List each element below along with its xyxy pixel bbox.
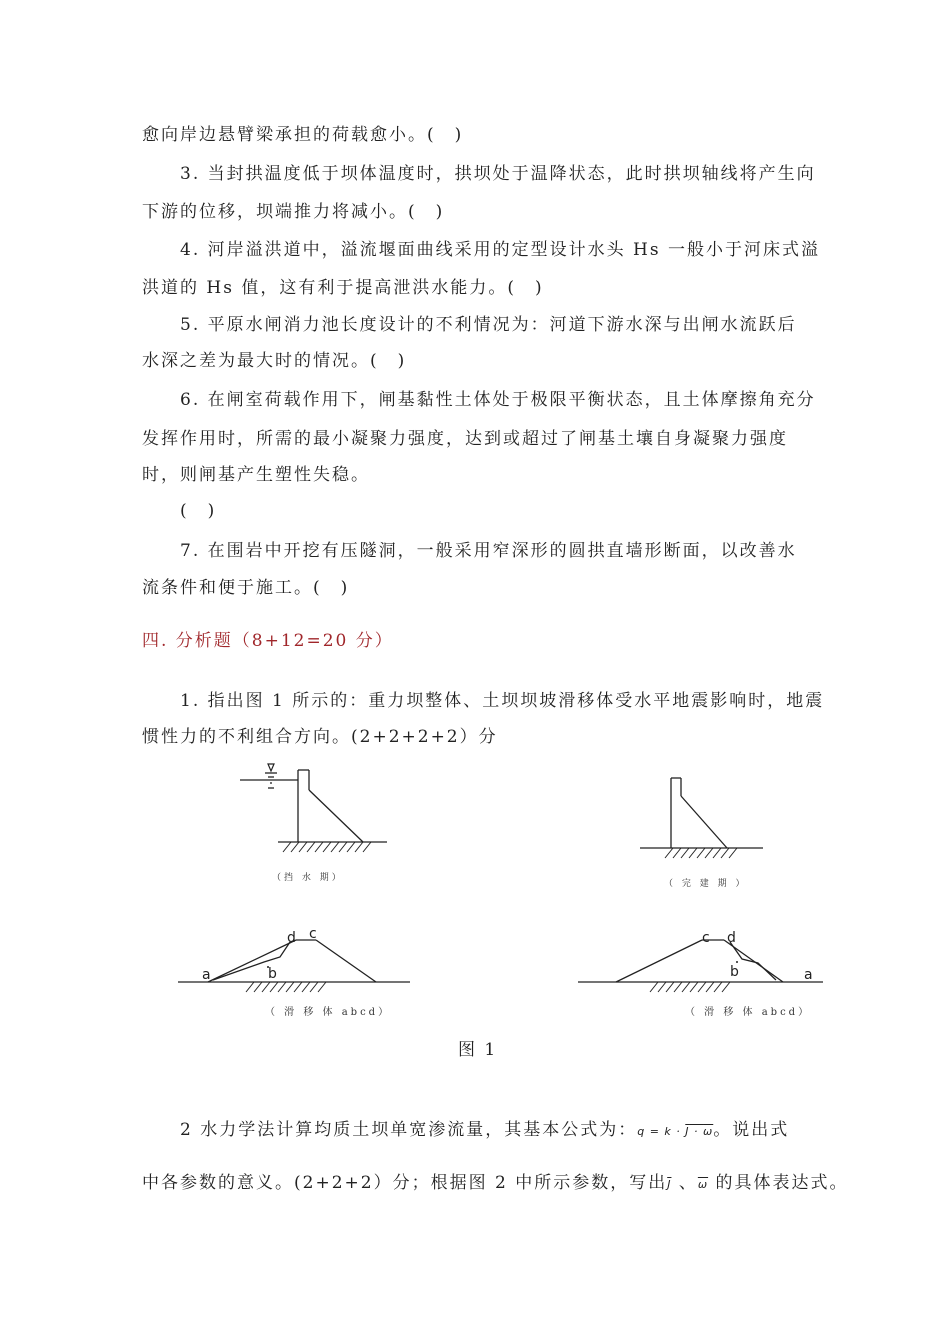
earth-dam-sliding-body-left-diagram xyxy=(178,925,418,995)
point-d-label: d xyxy=(727,930,736,946)
earth-dam-sliding-body-right-diagram xyxy=(578,925,828,995)
question-3-line-1: 3. 当封拱温度低于坝体温度时，拱坝处于温降状态，此时拱坝轴线将产生向 xyxy=(180,164,816,184)
formula-j-bar xyxy=(685,1125,713,1138)
q2-line-2-text: 中各参数的意义。(2+2+2）分；根据图 2 中所示参数，写出 xyxy=(142,1173,668,1193)
symbol-separator: 、 xyxy=(671,1173,698,1193)
question-6-line-1: 6. 在闸室荷载作用下，闸基黏性土体处于极限平衡状态，且土体摩擦角充分 xyxy=(180,390,816,410)
caption-completion-period: （ 完 建 期 ） xyxy=(664,879,748,889)
formula-omega: ω xyxy=(703,1125,714,1138)
gravity-dam-retaining-diagram xyxy=(235,760,395,860)
point-b-label: b xyxy=(268,966,277,982)
question-6-line-3: 时，则闸基产生塑性失稳。 xyxy=(142,465,370,485)
figure-1-title: 图 1 xyxy=(458,1040,498,1060)
symbol-omega-bar: $\overline{\omega}$ xyxy=(697,1178,709,1191)
formula-dot: · xyxy=(689,1125,704,1138)
q2-line-1-suffix: 。说出式 xyxy=(713,1120,790,1140)
question-4-line-1: 4. 河岸溢洪道中，溢流堰面曲线采用的定型设计水头 Hs 一般小于河床式溢 xyxy=(180,240,820,260)
q2-line-1-text: 2 水力学法计算均质土坝单宽渗流量，其基本公式为： xyxy=(180,1120,638,1140)
formula-q-prefix: q = k · xyxy=(637,1125,686,1138)
question-7-line-1: 7. 在围岩中开挖有压隧洞，一般采用窄深形的圆拱直墙形断面，以改善水 xyxy=(180,541,797,561)
analysis-q1-line-1: 1. 指出图 1 所示的：重力坝整体、土坝坝坡滑移体受水平地震影响时，地震 xyxy=(180,691,825,711)
analysis-q2-line-2 xyxy=(142,1168,848,1193)
analysis-q1-line-2: 惯性力的不利组合方向。(2+2+2+2）分 xyxy=(142,727,498,747)
section-heading: 四. 分析题（8+12=20 分） xyxy=(142,631,394,651)
analysis-q2-line-1 xyxy=(180,1115,789,1140)
gravity-dam-completion-diagram xyxy=(635,760,775,860)
formula-j: J xyxy=(685,1125,690,1138)
formula-q xyxy=(637,1125,713,1138)
question-6-answer-blank: ( ) xyxy=(180,501,217,521)
caption-sliding-body-right: （ 滑 移 体 abcd） xyxy=(685,1007,812,1018)
caption-sliding-body-left: （ 滑 移 体 abcd） xyxy=(265,1007,392,1018)
point-a-label: a xyxy=(202,967,211,983)
paragraph-continuation: 愈向岸边悬臂梁承担的荷载愈小。( ) xyxy=(142,125,464,145)
caption-retaining-period: （挡 水 期） xyxy=(272,873,344,883)
question-6-line-2: 发挥作用时，所需的最小凝聚力强度，达到或超过了闸基土壤自身凝聚力强度 xyxy=(142,429,788,449)
question-7-line-2: 流条件和便于施工。( ) xyxy=(142,578,350,598)
question-3-line-2: 下游的位移，坝端推力将减小。( ) xyxy=(142,202,445,222)
question-4-line-2: 洪道的 Hs 值，这有利于提高泄洪水能力。( ) xyxy=(142,278,544,298)
point-c-label: c xyxy=(702,930,710,946)
point-a-label: a xyxy=(804,967,813,983)
point-d-label: d xyxy=(287,930,296,946)
point-c-label: c xyxy=(309,926,317,942)
question-5-line-1: 5. 平原水闸消力池长度设计的不利情况为：河道下游水深与出闸水流跃后 xyxy=(180,315,797,335)
q2-line-2-suffix: 的具体表达式。 xyxy=(708,1173,849,1193)
point-b-label: b xyxy=(730,964,739,980)
symbol-j-bar: $\overline{J}$ xyxy=(667,1178,672,1191)
question-5-line-2: 水深之差为最大时的情况。( ) xyxy=(142,351,407,371)
